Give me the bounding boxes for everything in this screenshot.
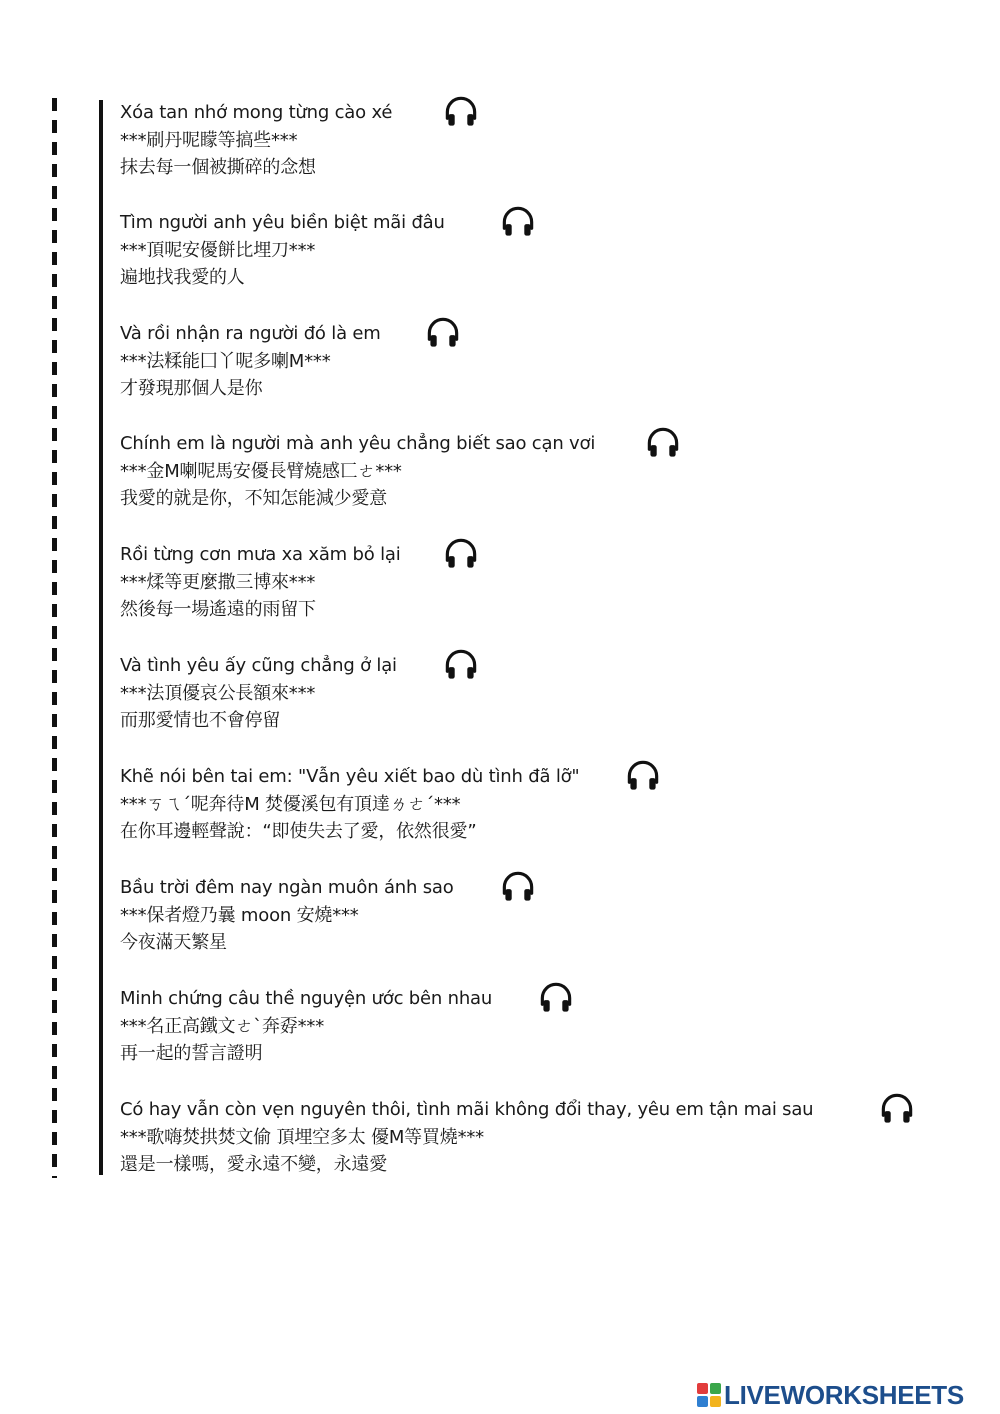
left-earcup: [650, 445, 656, 457]
vietnamese-line: Chính em là người mà anh yêu chẳng biết sao cạn vơi: [120, 433, 596, 455]
headphones-icon[interactable]: [642, 422, 684, 464]
verse-5: [120, 541, 980, 624]
left-earcup: [448, 667, 454, 679]
left-earcup: [630, 778, 636, 790]
headphones-glyph: [440, 644, 482, 686]
vietnamese-line: Bầu trời đêm nay ngàn muôn ánh sao: [120, 877, 454, 899]
headphones-icon[interactable]: [440, 533, 482, 575]
headphones-glyph: [440, 533, 482, 575]
left-earcup: [543, 1000, 549, 1012]
right-earcup: [669, 445, 675, 457]
right-earcup: [649, 778, 655, 790]
left-earcup: [430, 335, 436, 347]
headphones-glyph: [497, 866, 539, 908]
verse-7: [120, 763, 980, 846]
headphones-glyph: [422, 312, 464, 354]
phonetic-line: ***ㄎㄟˊ呢奔待M 焚優溪包有頂達ㄌㄜˊ***: [120, 793, 461, 815]
left-earcup: [884, 1111, 890, 1123]
left-earcup: [505, 224, 511, 236]
headphones-glyph: [497, 201, 539, 243]
right-earcup: [903, 1111, 909, 1123]
headphones-glyph: [876, 1088, 918, 1130]
phonetic-line: ***煣等更麼撒三博來***: [120, 571, 316, 593]
verse-10: [120, 1096, 980, 1179]
headphones-icon[interactable]: [622, 755, 664, 797]
right-earcup: [562, 1000, 568, 1012]
chinese-line: 今夜滿天繁星: [120, 932, 227, 954]
brand-logo-icon: [697, 1383, 721, 1407]
phonetic-line: ***法糅能囗丫呢多喇M***: [120, 350, 331, 372]
verse-4: [120, 430, 980, 513]
phonetic-line: ***法頂優哀公長額來***: [120, 682, 316, 704]
chinese-line: 再一起的誓言證明: [120, 1043, 263, 1065]
headphones-icon[interactable]: [876, 1088, 918, 1130]
left-dashed-border: [52, 98, 57, 1178]
phonetic-line: ***歌嗨焚拱焚文偷 頂埋空多太 優M等買燒***: [120, 1126, 484, 1148]
brand-footer[interactable]: [697, 1380, 964, 1410]
headphones-glyph: [642, 422, 684, 464]
vietnamese-line: Tìm người anh yêu biền biệt mãi đâu: [120, 212, 445, 234]
chinese-line: 然後每一場遙遠的雨留下: [120, 599, 316, 621]
verse-2: [120, 209, 980, 292]
chinese-line: 抹去每一個被撕碎的念想: [120, 157, 316, 179]
chinese-line: 還是一樣嗎，愛永遠不變，永遠愛: [120, 1154, 387, 1176]
right-earcup: [467, 114, 473, 126]
right-earcup: [449, 335, 455, 347]
phonetic-line: ***刷丹呢矇等搞些***: [120, 129, 298, 151]
verse-3: [120, 320, 980, 403]
vietnamese-line: Và tình yêu ấy cũng chẳng ở lại: [120, 655, 397, 677]
headphones-icon[interactable]: [422, 312, 464, 354]
chinese-line: 而那愛情也不會停留: [120, 710, 281, 732]
phonetic-line: ***金M喇呢馬安優長臂燒感匸ㄜ***: [120, 460, 402, 482]
phonetic-line: ***保者燈乃曩 moon 安燒***: [120, 904, 359, 926]
left-solid-border: [99, 100, 103, 1175]
left-earcup: [448, 114, 454, 126]
brand-name: LIVEWORKSHEETS: [724, 1379, 964, 1410]
right-earcup: [467, 556, 473, 568]
vietnamese-line: Minh chứng câu thề nguyện ước bên nhau: [120, 988, 493, 1010]
left-earcup: [505, 889, 511, 901]
vietnamese-line: Rồi từng cơn mưa xa xăm bỏ lại: [120, 544, 401, 566]
vietnamese-line: Có hay vẫn còn vẹn nguyên thôi, tình mãi không đổi thay, yêu em tận mai sau: [120, 1099, 814, 1121]
headphones-icon[interactable]: [440, 91, 482, 133]
verse-1: [120, 99, 980, 182]
headphones-icon[interactable]: [497, 201, 539, 243]
right-earcup: [524, 889, 530, 901]
headphones-icon[interactable]: [497, 866, 539, 908]
vietnamese-line: Xóa tan nhớ mong từng cào xé: [120, 102, 393, 124]
headphones-glyph: [440, 91, 482, 133]
verse-6: [120, 652, 980, 735]
headphones-icon[interactable]: [535, 977, 577, 1019]
chinese-line: 才發現那個人是你: [120, 378, 263, 400]
chinese-line: 我愛的就是你，不知怎能減少愛意: [120, 488, 387, 510]
phonetic-line: ***頂呢安優餅比埋刀***: [120, 239, 316, 261]
verse-9: [120, 985, 980, 1068]
vietnamese-line: Khẽ nói bên tai em: "Vẫn yêu xiết bao dù tình đã lỡ": [120, 766, 580, 788]
left-earcup: [448, 556, 454, 568]
headphones-icon[interactable]: [440, 644, 482, 686]
right-earcup: [524, 224, 530, 236]
chinese-line: 遍地找我愛的人: [120, 267, 245, 289]
chinese-line: 在你耳邊輕聲說：“即使失去了愛，依然很愛”: [120, 821, 477, 843]
headphones-glyph: [622, 755, 664, 797]
vietnamese-line: Và rồi nhận ra người đó là em: [120, 323, 381, 345]
right-earcup: [467, 667, 473, 679]
headphones-glyph: [535, 977, 577, 1019]
verse-8: [120, 874, 980, 957]
phonetic-line: ***名正高鐵文ㄜˋ奔孬***: [120, 1015, 324, 1037]
